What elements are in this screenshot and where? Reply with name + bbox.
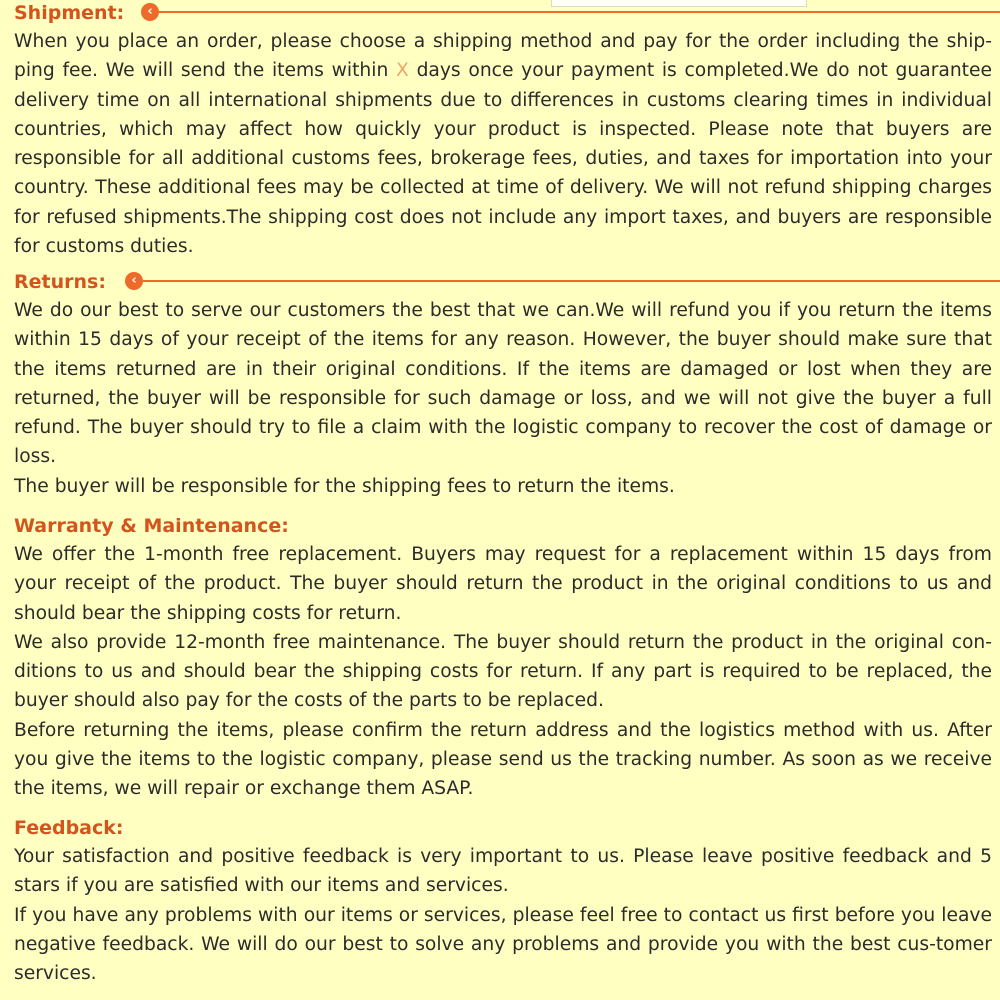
returns-paragraph-1: We do our best to serve our customers the best that we can.We will refund you if you return the items within 15 days of your receipt of the items for any reason. However, the buyer should make sure that the items returned are in their original conditions. If the items are damaged or lost when they are returned, the buyer will be responsible for such damage or loss, and we will not give the buyer a full refund. The buyer should try to file a claim with the logistic company to recover the cost of damage or loss.: [14, 300, 992, 468]
returns-section: [14, 269, 992, 501]
warranty-header: [14, 512, 992, 540]
warranty-title: Warranty & Maintenance:: [14, 515, 289, 537]
feedback-paragraph-1: Your satisfaction and positive feedback is very important to us. Please leave positive feedback and 5 stars if you are satisfied with our items and services.: [14, 846, 992, 897]
warranty-paragraph-3: Before returning the items, please confirm the return address and the logistics method with us. After you give the items to the logistic company, please send us the tracking number. As soon as we receive the items, we will repair or exchange them ASAP.: [14, 719, 992, 800]
warranty-body: [14, 540, 992, 804]
feedback-title: Feedback:: [14, 817, 124, 839]
warranty-paragraph-2: We also provide 12-month free maintenance. The buyer should return the product in the original con-ditions to us and should bear the shipping costs for return. If any part is required to be replaced, the buyer should also pay for the costs of the parts to be replaced.: [14, 631, 992, 712]
shipping-days-placeholder: X: [396, 60, 409, 82]
shipment-section: [14, 0, 992, 261]
chevron-left-icon: ‹: [141, 3, 159, 21]
shipment-body: [14, 27, 992, 261]
feedback-section: [14, 814, 992, 988]
shipment-paragraph: When you place an order, please choose a shipping method and pay for the order including the ship-ping fee. We will send the items within X days once your payment is completed.We do not guarantee delivery time on all international shipments due to differences in customs clearing times in individual countries, which may affect how quickly your product is inspected. Please note that buyers are responsible for all additional customs fees, brokerage fees, duties, and taxes for importation into your country. These additional fees may be collected at time of delivery. We will not refund shipping charges for refused shipments.The shipping cost does not include any import taxes, and buyers are responsible for customs duties.: [14, 31, 992, 258]
returns-title: Returns:: [14, 271, 106, 293]
shipment-divider: [159, 11, 1000, 13]
feedback-body: [14, 842, 992, 988]
feedback-header: [14, 814, 992, 842]
warranty-section: [14, 512, 992, 804]
returns-header: [14, 269, 992, 296]
shipment-title: Shipment:: [14, 2, 125, 24]
feedback-paragraph-2: If you have any problems with our items or services, please feel free to contact us first before you leave negative feedback. We will do our best to solve any problems and provide you with the best cus-tomer services.: [14, 904, 992, 985]
returns-divider: [143, 280, 1000, 282]
returns-body: [14, 296, 992, 501]
chevron-left-icon: ‹: [125, 272, 143, 290]
warranty-paragraph-1: We offer the 1-month free replacement. Buyers may request for a replacement within 15 days from your receipt of the product. The buyer should return the product in the original conditions to us and should bear the shipping costs for return.: [14, 544, 992, 624]
returns-paragraph-2: The buyer will be responsible for the shipping fees to return the items.: [14, 475, 675, 497]
shipment-header: [14, 0, 992, 27]
